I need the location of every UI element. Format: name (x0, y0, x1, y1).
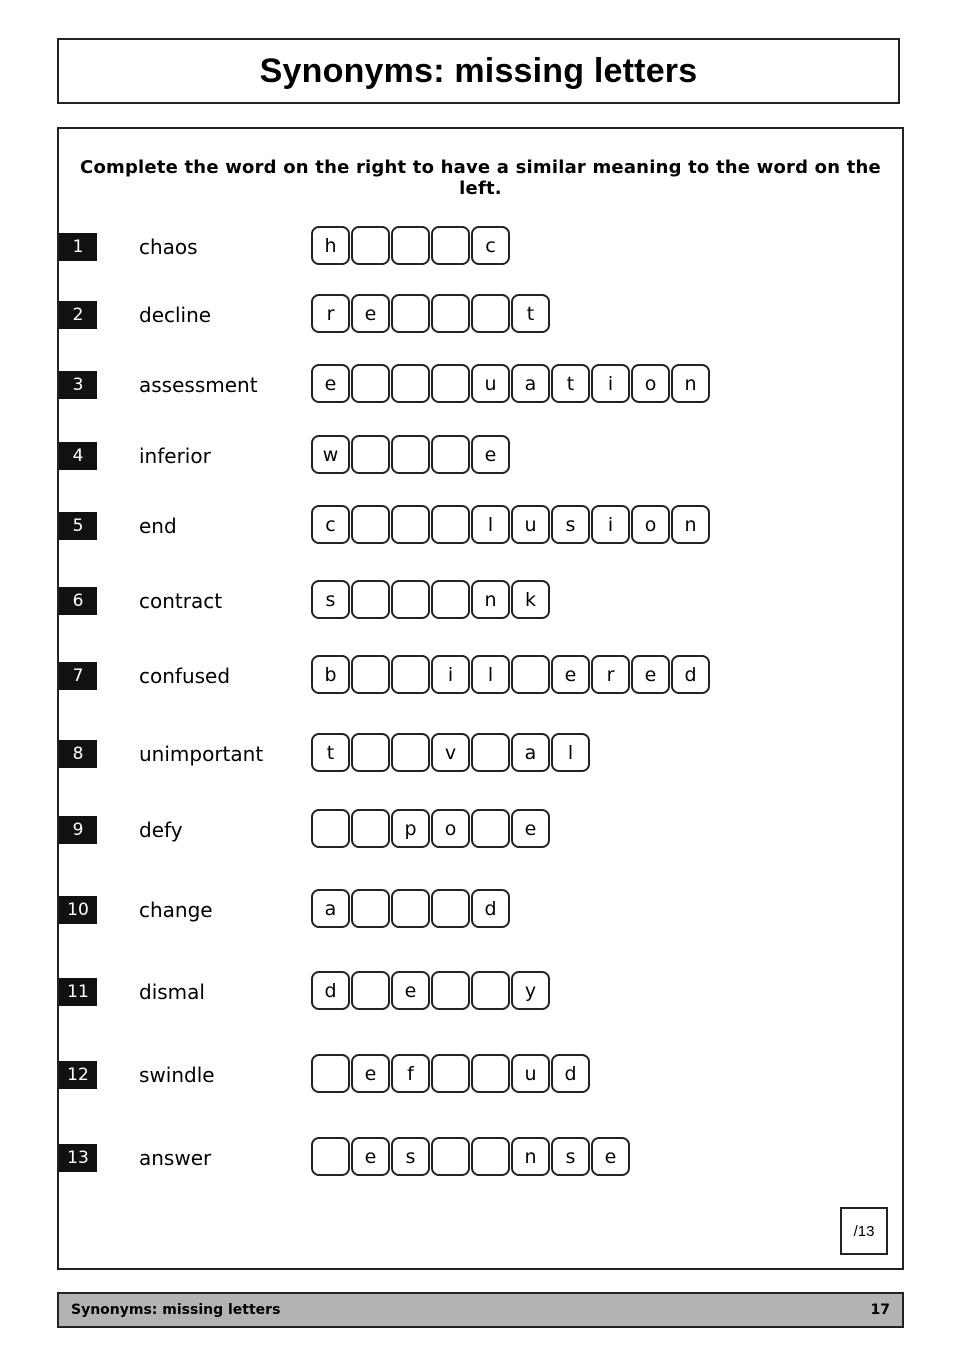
empty-letter-box[interactable] (431, 364, 470, 403)
given-letter-box: c (311, 505, 350, 544)
given-letter-box: k (511, 580, 550, 619)
empty-letter-box[interactable] (351, 435, 390, 474)
given-letter-box: c (471, 226, 510, 265)
question-number: 12 (59, 1061, 97, 1089)
question-number: 5 (59, 512, 97, 540)
letter-boxes (311, 655, 711, 694)
empty-letter-box[interactable] (311, 809, 350, 848)
given-letter-box: n (671, 364, 710, 403)
given-letter-box: a (511, 364, 550, 403)
given-letter-box: a (511, 733, 550, 772)
given-letter-box: e (511, 809, 550, 848)
empty-letter-box[interactable] (391, 733, 430, 772)
clue-word: change (139, 898, 213, 922)
letter-boxes (311, 971, 551, 1010)
letter-boxes (311, 226, 511, 265)
empty-letter-box[interactable] (351, 809, 390, 848)
given-letter-box: y (511, 971, 550, 1010)
given-letter-box: d (551, 1054, 590, 1093)
empty-letter-box[interactable] (511, 655, 550, 694)
given-letter-box: r (311, 294, 350, 333)
clue-word: chaos (139, 235, 198, 259)
empty-letter-box[interactable] (431, 226, 470, 265)
given-letter-box: i (431, 655, 470, 694)
given-letter-box: s (551, 1137, 590, 1176)
given-letter-box: d (671, 655, 710, 694)
question-row (59, 1054, 902, 1096)
question-row (59, 733, 902, 775)
letter-boxes (311, 505, 711, 544)
empty-letter-box[interactable] (431, 889, 470, 928)
given-letter-box: l (551, 733, 590, 772)
clue-word: confused (139, 664, 231, 688)
footer (57, 1292, 904, 1328)
empty-letter-box[interactable] (471, 1137, 510, 1176)
given-letter-box: o (631, 505, 670, 544)
given-letter-box: w (311, 435, 350, 474)
question-row (59, 580, 902, 622)
letter-boxes (311, 580, 551, 619)
instructions: Complete the word on the right to have a similar meaning to the word on the left. (80, 157, 881, 199)
letter-boxes (311, 889, 511, 928)
letter-boxes (311, 733, 591, 772)
question-number: 6 (59, 587, 97, 615)
given-letter-box: t (311, 733, 350, 772)
given-letter-box: d (311, 971, 350, 1010)
empty-letter-box[interactable] (431, 1054, 470, 1093)
question-row (59, 655, 902, 697)
clue-word: answer (139, 1146, 212, 1170)
letter-boxes (311, 809, 551, 848)
given-letter-box: e (311, 364, 350, 403)
given-letter-box: e (551, 655, 590, 694)
clue-word: dismal (139, 980, 205, 1004)
page-number: 17 (870, 1302, 890, 1318)
given-letter-box: e (351, 294, 390, 333)
empty-letter-box[interactable] (351, 971, 390, 1010)
given-letter-box: n (511, 1137, 550, 1176)
given-letter-box: t (551, 364, 590, 403)
given-letter-box: n (671, 505, 710, 544)
empty-letter-box[interactable] (431, 505, 470, 544)
given-letter-box: e (631, 655, 670, 694)
given-letter-box: h (311, 226, 350, 265)
empty-letter-box[interactable] (391, 505, 430, 544)
given-letter-box: e (391, 971, 430, 1010)
clue-word: end (139, 514, 177, 538)
given-letter-box: s (551, 505, 590, 544)
empty-letter-box[interactable] (391, 364, 430, 403)
given-letter-box: f (391, 1054, 430, 1093)
empty-letter-box[interactable] (391, 889, 430, 928)
given-letter-box: e (471, 435, 510, 474)
letter-boxes (311, 364, 711, 403)
empty-letter-box[interactable] (351, 580, 390, 619)
empty-letter-box[interactable] (431, 435, 470, 474)
given-letter-box: e (591, 1137, 630, 1176)
empty-letter-box[interactable] (351, 733, 390, 772)
question-row (59, 1137, 902, 1179)
question-number: 11 (59, 978, 97, 1006)
clue-word: assessment (139, 373, 258, 397)
given-letter-box: u (471, 364, 510, 403)
empty-letter-box[interactable] (351, 364, 390, 403)
given-letter-box: e (351, 1137, 390, 1176)
page-title: Synonyms: missing letters (259, 51, 698, 90)
clue-word: defy (139, 818, 183, 842)
given-letter-box: r (591, 655, 630, 694)
given-letter-box: s (391, 1137, 430, 1176)
empty-letter-box[interactable] (391, 580, 430, 619)
given-letter-box: d (471, 889, 510, 928)
given-letter-box: b (311, 655, 350, 694)
given-letter-box: u (511, 505, 550, 544)
given-letter-box: v (431, 733, 470, 772)
empty-letter-box[interactable] (431, 971, 470, 1010)
empty-letter-box[interactable] (391, 294, 430, 333)
given-letter-box: s (311, 580, 350, 619)
question-number: 4 (59, 442, 97, 470)
given-letter-box: u (511, 1054, 550, 1093)
question-row (59, 971, 902, 1013)
question-number: 7 (59, 662, 97, 690)
given-letter-box: l (471, 655, 510, 694)
given-letter-box: n (471, 580, 510, 619)
clue-word: swindle (139, 1063, 215, 1087)
question-number: 9 (59, 816, 97, 844)
empty-letter-box[interactable] (431, 1137, 470, 1176)
score-box: /13 (840, 1207, 888, 1255)
letter-boxes (311, 1137, 631, 1176)
question-number: 13 (59, 1144, 97, 1172)
given-letter-box: e (351, 1054, 390, 1093)
given-letter-box: i (591, 505, 630, 544)
question-number: 2 (59, 301, 97, 329)
question-row (59, 294, 902, 336)
question-number: 1 (59, 233, 97, 261)
worksheet-panel (57, 127, 904, 1270)
empty-letter-box[interactable] (351, 505, 390, 544)
clue-word: inferior (139, 444, 211, 468)
clue-word: unimportant (139, 742, 264, 766)
question-row (59, 226, 902, 268)
empty-letter-box[interactable] (471, 1054, 510, 1093)
empty-letter-box[interactable] (391, 226, 430, 265)
given-letter-box: p (391, 809, 430, 848)
letter-boxes (311, 435, 511, 474)
question-row (59, 364, 902, 406)
footer-title: Synonyms: missing letters (71, 1302, 281, 1318)
question-number: 8 (59, 740, 97, 768)
empty-letter-box[interactable] (391, 655, 430, 694)
empty-letter-box[interactable] (311, 1054, 350, 1093)
given-letter-box: o (431, 809, 470, 848)
question-row (59, 889, 902, 931)
clue-word: decline (139, 303, 212, 327)
given-letter-box: i (591, 364, 630, 403)
empty-letter-box[interactable] (351, 655, 390, 694)
empty-letter-box[interactable] (431, 294, 470, 333)
letter-boxes (311, 1054, 591, 1093)
empty-letter-box[interactable] (471, 809, 510, 848)
question-row (59, 809, 902, 851)
clue-word: contract (139, 589, 223, 613)
question-number: 10 (59, 896, 97, 924)
question-row (59, 435, 902, 477)
empty-letter-box[interactable] (351, 226, 390, 265)
empty-letter-box[interactable] (431, 580, 470, 619)
question-row (59, 505, 902, 547)
given-letter-box: a (311, 889, 350, 928)
empty-letter-box[interactable] (471, 733, 510, 772)
empty-letter-box[interactable] (351, 889, 390, 928)
empty-letter-box[interactable] (391, 435, 430, 474)
title-box (57, 38, 900, 104)
letter-boxes (311, 294, 551, 333)
empty-letter-box[interactable] (471, 294, 510, 333)
given-letter-box: l (471, 505, 510, 544)
given-letter-box: o (631, 364, 670, 403)
given-letter-box: t (511, 294, 550, 333)
question-number: 3 (59, 371, 97, 399)
empty-letter-box[interactable] (471, 971, 510, 1010)
empty-letter-box[interactable] (311, 1137, 350, 1176)
